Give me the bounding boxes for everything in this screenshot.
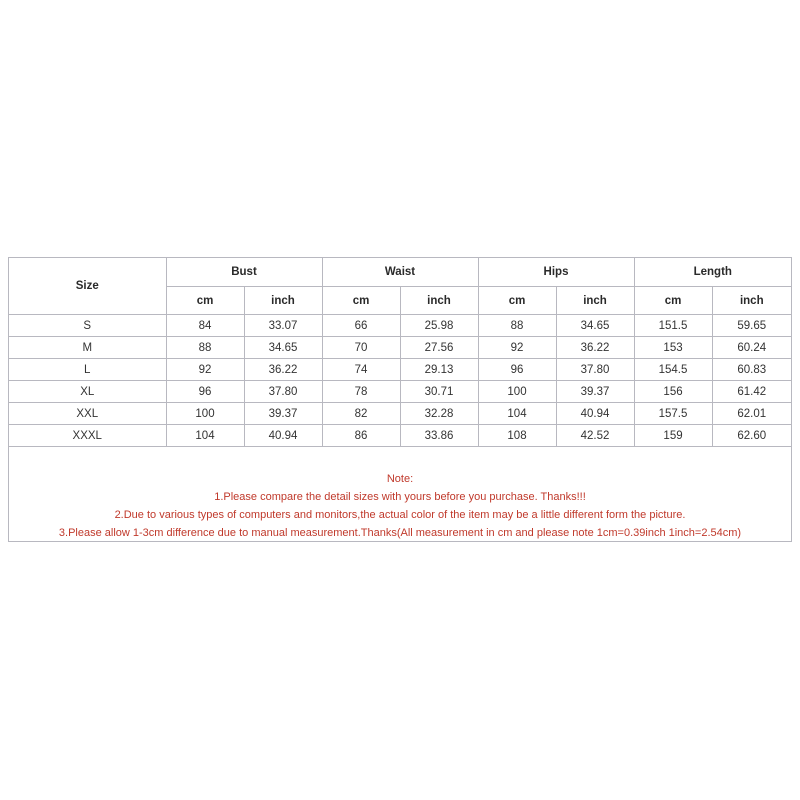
note-line-2: 2.Due to various types of computers and monitors,the actual color of the item may be a little different form the picture. <box>114 509 686 521</box>
size-cell: XL <box>9 381 166 403</box>
measurement-cell: 92 <box>478 337 556 359</box>
measurement-cell: 159 <box>634 425 712 447</box>
table-row <box>9 425 791 447</box>
measurement-cell: 60.83 <box>712 359 791 381</box>
measurement-cell: 40.94 <box>244 425 322 447</box>
note-title: Note: <box>386 473 414 485</box>
measurement-cell: 88 <box>478 315 556 337</box>
measurement-cell: 37.80 <box>244 381 322 403</box>
measurement-cell: 156 <box>634 381 712 403</box>
size-cell: M <box>9 337 166 359</box>
size-cell: S <box>9 315 166 337</box>
measurement-cell: 100 <box>166 403 244 425</box>
size-table-body <box>9 315 791 447</box>
unit-header: inch <box>400 287 478 315</box>
size-header: Size <box>9 258 166 315</box>
measurement-cell: 78 <box>322 381 400 403</box>
measurement-cell: 108 <box>478 425 556 447</box>
hips-header: Hips <box>478 258 634 287</box>
measurement-cell: 30.71 <box>400 381 478 403</box>
measurement-cell: 32.28 <box>400 403 478 425</box>
measurement-cell: 36.22 <box>556 337 634 359</box>
note-line-3: 3.Please allow 1-3cm difference due to manual measurement.Thanks(All measurement in cm and please note 1cm=0.39inch 1inch=2.54cm) <box>58 527 742 539</box>
size-chart <box>8 257 792 542</box>
measurement-cell: 104 <box>478 403 556 425</box>
measurement-cell: 40.94 <box>556 403 634 425</box>
size-cell: XXXL <box>9 425 166 447</box>
measurement-cell: 104 <box>166 425 244 447</box>
measurement-cell: 153 <box>634 337 712 359</box>
measurement-cell: 60.24 <box>712 337 791 359</box>
unit-header: cm <box>322 287 400 315</box>
measurement-cell: 39.37 <box>244 403 322 425</box>
measurement-cell: 70 <box>322 337 400 359</box>
table-row <box>9 403 791 425</box>
measurement-cell: 100 <box>478 381 556 403</box>
measurement-cell: 66 <box>322 315 400 337</box>
table-row <box>9 359 791 381</box>
unit-header: inch <box>244 287 322 315</box>
measurement-cell: 36.22 <box>244 359 322 381</box>
measurement-cell: 92 <box>166 359 244 381</box>
waist-header: Waist <box>322 258 478 287</box>
size-cell: XXL <box>9 403 166 425</box>
measurement-cell: 39.37 <box>556 381 634 403</box>
measurement-cell: 27.56 <box>400 337 478 359</box>
bust-header: Bust <box>166 258 322 287</box>
measurement-cell: 42.52 <box>556 425 634 447</box>
measurement-cell: 34.65 <box>244 337 322 359</box>
measurement-cell: 29.13 <box>400 359 478 381</box>
measurement-cell: 61.42 <box>712 381 791 403</box>
measurement-cell: 33.86 <box>400 425 478 447</box>
measurement-cell: 25.98 <box>400 315 478 337</box>
measurement-cell: 33.07 <box>244 315 322 337</box>
size-cell: L <box>9 359 166 381</box>
unit-header: cm <box>166 287 244 315</box>
table-row <box>9 381 791 403</box>
measurement-cell: 88 <box>166 337 244 359</box>
measurement-cell: 96 <box>478 359 556 381</box>
size-table <box>9 258 791 447</box>
measurement-cell: 86 <box>322 425 400 447</box>
measurement-cell: 34.65 <box>556 315 634 337</box>
note-line-1: 1.Please compare the detail sizes with yours before you purchase. Thanks!!! <box>214 491 586 503</box>
measurement-cell: 151.5 <box>634 315 712 337</box>
unit-header: cm <box>478 287 556 315</box>
length-header: Length <box>634 258 791 287</box>
measurement-cell: 82 <box>322 403 400 425</box>
measurement-cell: 37.80 <box>556 359 634 381</box>
unit-header: cm <box>634 287 712 315</box>
table-row <box>9 337 791 359</box>
unit-header: inch <box>556 287 634 315</box>
measurement-cell: 154.5 <box>634 359 712 381</box>
measurement-cell: 84 <box>166 315 244 337</box>
measurement-cell: 62.60 <box>712 425 791 447</box>
measurement-cell: 157.5 <box>634 403 712 425</box>
measurement-cell: 74 <box>322 359 400 381</box>
measurement-cell: 96 <box>166 381 244 403</box>
measurement-cell: 59.65 <box>712 315 791 337</box>
unit-header: inch <box>712 287 791 315</box>
table-row <box>9 315 791 337</box>
measurement-cell: 62.01 <box>712 403 791 425</box>
note-block <box>9 470 791 542</box>
